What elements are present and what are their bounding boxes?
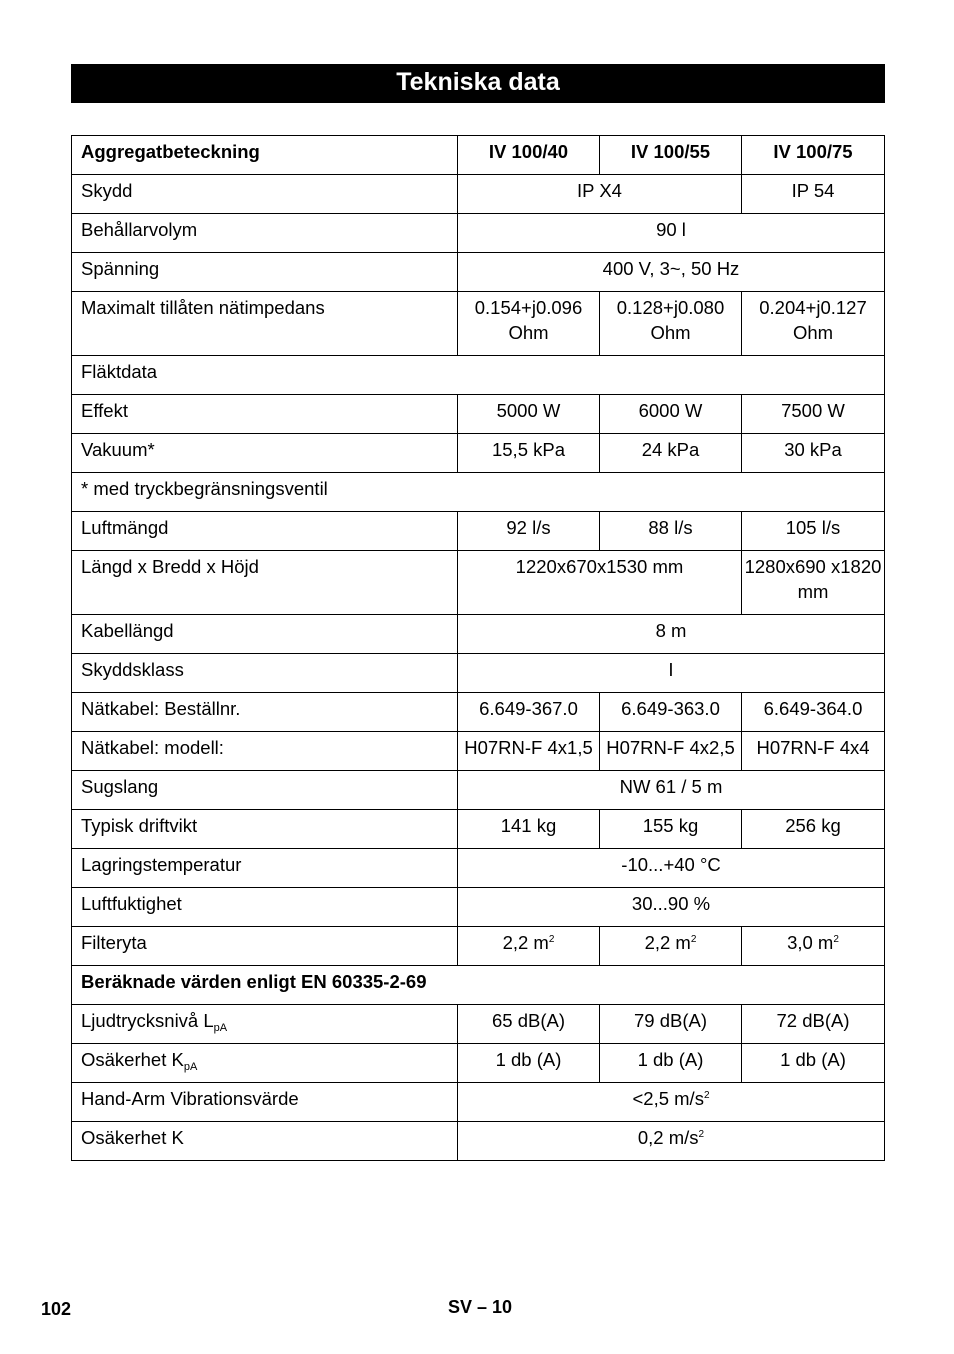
row-value: 6000 W bbox=[600, 395, 742, 434]
row-value: 79 dB(A) bbox=[600, 1005, 742, 1044]
table-row bbox=[72, 395, 885, 434]
row-value: IP X4 bbox=[458, 175, 742, 214]
technical-data-table bbox=[71, 135, 885, 1161]
row-value: 92 l/s bbox=[458, 512, 600, 551]
table-row bbox=[72, 356, 885, 395]
section-label: Beräknade värden enligt EN 60335-2-69 bbox=[72, 966, 885, 1005]
row-label: Nätkabel: modell: bbox=[72, 732, 458, 771]
row-value: 1 db (A) bbox=[458, 1044, 600, 1083]
table-header-row bbox=[72, 136, 885, 175]
row-value: 8 m bbox=[458, 615, 885, 654]
model-header: IV 100/40 bbox=[458, 136, 600, 175]
row-label: Lagringstemperatur bbox=[72, 849, 458, 888]
row-value: IP 54 bbox=[742, 175, 885, 214]
row-value: -10...+40 °C bbox=[458, 849, 885, 888]
section-row bbox=[72, 966, 885, 1005]
row-label bbox=[72, 1005, 458, 1044]
row-label: Luftmängd bbox=[72, 512, 458, 551]
table-row bbox=[72, 214, 885, 253]
row-label: Längd x Bredd x Höjd bbox=[72, 551, 458, 615]
row-value: 105 l/s bbox=[742, 512, 885, 551]
row-label: Kabellängd bbox=[72, 615, 458, 654]
table-row bbox=[72, 732, 885, 771]
table-row bbox=[72, 1044, 885, 1083]
superscript: 2 bbox=[690, 934, 697, 945]
row-value: 0.128+j0.080 Ohm bbox=[600, 292, 742, 356]
superscript: 2 bbox=[698, 1129, 705, 1140]
table-row bbox=[72, 175, 885, 214]
row-label: Nätkabel: Beställnr. bbox=[72, 693, 458, 732]
table-row bbox=[72, 771, 885, 810]
row-value bbox=[458, 1122, 885, 1161]
row-value: H07RN-F 4x2,5 bbox=[600, 732, 742, 771]
row-value: 24 kPa bbox=[600, 434, 742, 473]
row-value: 30 kPa bbox=[742, 434, 885, 473]
row-value: 15,5 kPa bbox=[458, 434, 600, 473]
row-label: Filteryta bbox=[72, 927, 458, 966]
page-title: Tekniska data bbox=[71, 64, 885, 103]
table-row bbox=[72, 849, 885, 888]
model-header: IV 100/55 bbox=[600, 136, 742, 175]
table-row bbox=[72, 810, 885, 849]
row-value bbox=[600, 927, 742, 966]
label-text: Osäkerhet K bbox=[81, 1049, 184, 1070]
row-value: 1220x670x1530 mm bbox=[458, 551, 742, 615]
row-value: 0.154+j0.096 Ohm bbox=[458, 292, 600, 356]
row-label: Luftfuktighet bbox=[72, 888, 458, 927]
row-label: Behållarvolym bbox=[72, 214, 458, 253]
header-label: Aggregatbeteckning bbox=[72, 136, 458, 175]
row-label: Skydd bbox=[72, 175, 458, 214]
row-value: 65 dB(A) bbox=[458, 1005, 600, 1044]
row-value: 400 V, 3~, 50 Hz bbox=[458, 253, 885, 292]
row-label: Spänning bbox=[72, 253, 458, 292]
row-value: 1 db (A) bbox=[600, 1044, 742, 1083]
row-value: H07RN-F 4x4 bbox=[742, 732, 885, 771]
label-text: Ljudtrycksnivå L bbox=[81, 1010, 214, 1031]
value-text: 2,2 m bbox=[644, 932, 691, 953]
row-value: 5000 W bbox=[458, 395, 600, 434]
table-row bbox=[72, 253, 885, 292]
row-value: 6.649-364.0 bbox=[742, 693, 885, 732]
language-page-label: SV – 10 bbox=[448, 1297, 513, 1317]
row-label: Typisk driftvikt bbox=[72, 810, 458, 849]
row-value: I bbox=[458, 654, 885, 693]
table-row bbox=[72, 551, 885, 615]
value-text: 3,0 m bbox=[787, 932, 834, 953]
superscript: 2 bbox=[703, 1090, 710, 1101]
row-value bbox=[742, 927, 885, 966]
table-row bbox=[72, 654, 885, 693]
row-value: 30...90 % bbox=[458, 888, 885, 927]
row-label bbox=[72, 1044, 458, 1083]
page-number: 102 bbox=[41, 1299, 72, 1319]
value-text: 0,2 m/s bbox=[637, 1127, 699, 1148]
row-value: 155 kg bbox=[600, 810, 742, 849]
table-row bbox=[72, 888, 885, 927]
value-text: 2,2 m bbox=[502, 932, 549, 953]
row-value bbox=[458, 1083, 885, 1122]
superscript: 2 bbox=[548, 934, 555, 945]
table-row bbox=[72, 1083, 885, 1122]
row-value: 256 kg bbox=[742, 810, 885, 849]
row-label: Hand-Arm Vibrationsvärde bbox=[72, 1083, 458, 1122]
table-row bbox=[72, 1122, 885, 1161]
row-value: 1 db (A) bbox=[742, 1044, 885, 1083]
row-value: 72 dB(A) bbox=[742, 1005, 885, 1044]
row-value: 90 l bbox=[458, 214, 885, 253]
subscript: pA bbox=[183, 1061, 198, 1073]
table-row bbox=[72, 693, 885, 732]
table-row bbox=[72, 615, 885, 654]
model-header: IV 100/75 bbox=[742, 136, 885, 175]
table-row bbox=[72, 473, 885, 512]
value-text: <2,5 m/s bbox=[632, 1088, 704, 1109]
row-label: Effekt bbox=[72, 395, 458, 434]
row-value: H07RN-F 4x1,5 bbox=[458, 732, 600, 771]
row-value: 7500 W bbox=[742, 395, 885, 434]
row-value bbox=[458, 927, 600, 966]
row-label: * med tryckbegränsningsventil bbox=[72, 473, 885, 512]
row-value: 88 l/s bbox=[600, 512, 742, 551]
row-value: 1280x690 x1820 mm bbox=[742, 551, 885, 615]
table-row bbox=[72, 927, 885, 966]
row-label: Osäkerhet K bbox=[72, 1122, 458, 1161]
row-value: NW 61 / 5 m bbox=[458, 771, 885, 810]
subscript: pA bbox=[213, 1022, 228, 1034]
table-row bbox=[72, 292, 885, 356]
table-row bbox=[72, 1005, 885, 1044]
row-value: 141 kg bbox=[458, 810, 600, 849]
table-row bbox=[72, 512, 885, 551]
row-label: Skyddsklass bbox=[72, 654, 458, 693]
row-label: Vakuum* bbox=[72, 434, 458, 473]
row-label: Sugslang bbox=[72, 771, 458, 810]
table-row bbox=[72, 434, 885, 473]
row-label: Maximalt tillåten nätimpedans bbox=[72, 292, 458, 356]
row-value: 0.204+j0.127 Ohm bbox=[742, 292, 885, 356]
row-label: Fläktdata bbox=[72, 356, 885, 395]
superscript: 2 bbox=[833, 934, 839, 945]
row-value: 6.649-363.0 bbox=[600, 693, 742, 732]
row-value: 6.649-367.0 bbox=[458, 693, 600, 732]
